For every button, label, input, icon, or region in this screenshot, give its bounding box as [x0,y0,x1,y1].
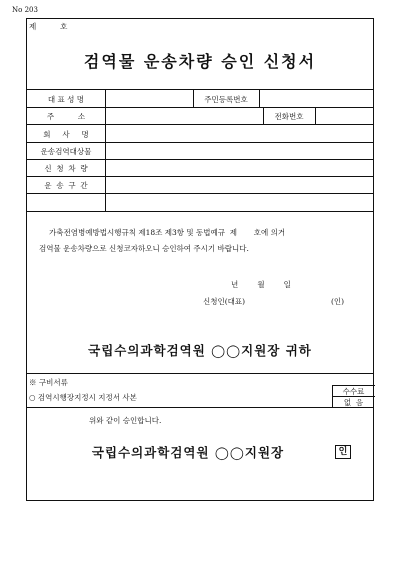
resident-number-label: 주민등록번호 [204,95,248,104]
vehicle-label: 신 청 차 량 [44,164,88,173]
column-divider [315,107,316,124]
approval-text: 위와 같이 승인합니다. [89,416,162,425]
section-divider [27,373,373,374]
table-line [27,193,373,194]
column-divider [259,89,260,107]
quarantine-target-label: 운송검역대상물 [40,147,92,156]
fee-label: 수수료 [342,387,365,396]
form-title: 검역물 운송차량 승인 신청서 [83,52,317,71]
table-top-line [27,89,373,90]
approval-authority: 국립수의과학검역원 ◯◯지원장 [91,445,285,460]
document-number: No 203 [12,6,38,14]
required-docs-item: ○ 검역시행장지정시 지정서 사본 [29,393,137,402]
required-docs-header: ※ 구비서류 [29,378,68,387]
table-line [27,159,373,160]
table-line [27,142,373,143]
table-line [27,107,373,108]
addressee: 국립수의과학검역원 ◯◯지원장 귀하 [88,343,312,358]
address-label: 주 소 [46,112,86,121]
section-divider [27,407,373,408]
seal-mark: (인) [331,297,345,306]
application-form [26,18,374,501]
representative-label: 대 표 성 명 [47,95,85,104]
section-label: 운 송 구 간 [44,181,88,190]
body-line-2: 검역물 운송차량으로 신청코자하오니 승인하여 주시기 바랍니다. [39,244,249,253]
table-bottom-line [27,211,373,212]
applicant-label: 신청인(대표) [203,297,246,306]
date-line: 년 월 일 [231,280,291,289]
issue-number-label: 제 호 [29,22,68,31]
company-label: 회 사 명 [43,130,89,139]
fee-value: 없 음 [343,398,364,407]
table-line [27,124,373,125]
body-line-1: 가축전염병예방법시행규칙 제18조 제3항 및 동법예규 제 호에 의거 [49,228,286,237]
table-line [27,176,373,177]
approval-seal: 인 [335,445,351,459]
label-column-divider [105,89,106,211]
phone-label: 전화번호 [274,112,304,121]
